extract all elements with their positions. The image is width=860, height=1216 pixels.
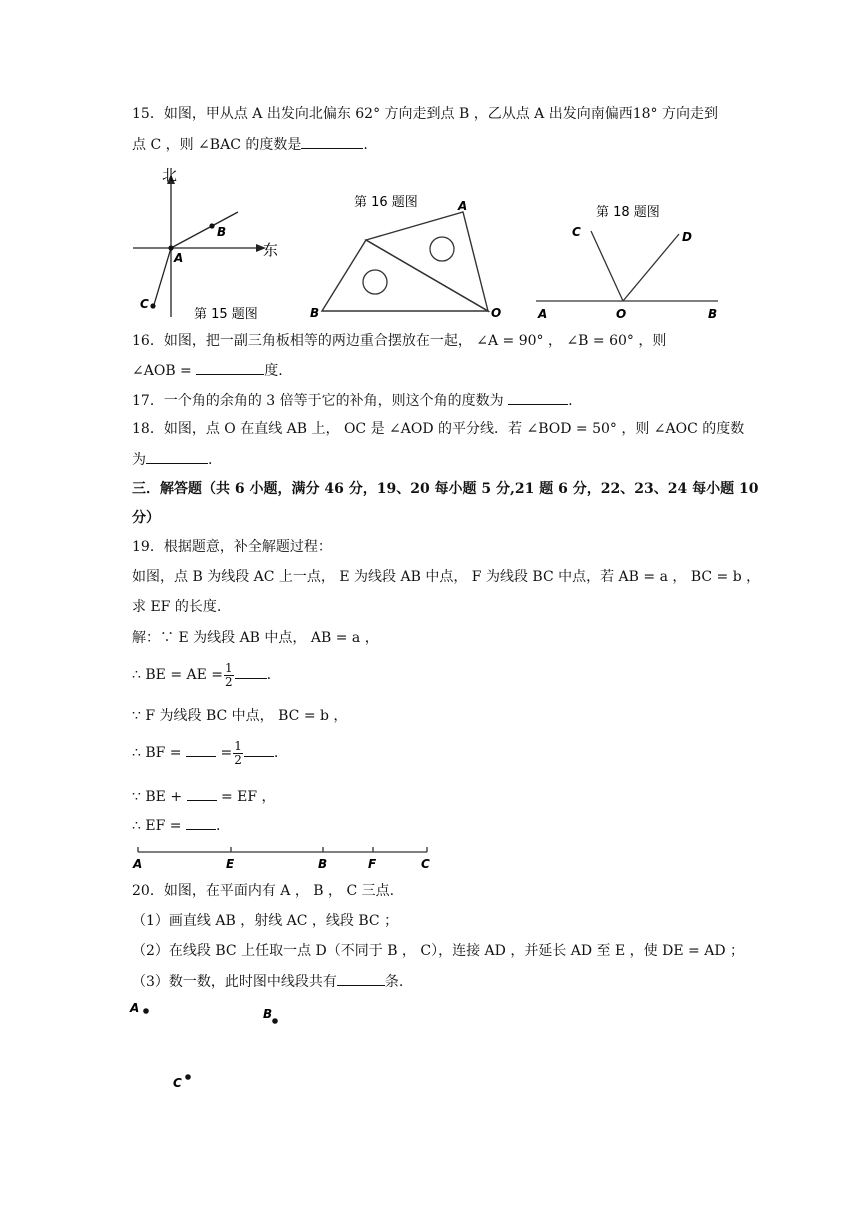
q19-step4-end: .	[273, 745, 279, 761]
fig15-label-a: A	[174, 251, 184, 265]
fig15-label-c: C	[140, 297, 149, 311]
q15-end: .	[363, 137, 368, 153]
q19-step4-equals: =	[220, 745, 233, 761]
section3-heading-line1: 三．解答题（共 6 小题，满分 46 分，19、20 每小题 5 分,21 题 6 分，22、23、24 每小题 10	[132, 481, 759, 497]
fraction-numerator: 1	[234, 738, 242, 753]
seg19-label-e: E	[226, 857, 235, 871]
fig15-east-label: 东	[263, 241, 279, 259]
q19-title: 19．根据题意，补全解题过程：	[132, 539, 332, 555]
q19-step6	[132, 815, 220, 836]
fig16-label-b: B	[310, 306, 320, 320]
q18-line2	[132, 449, 212, 470]
q16-line1: 16．如图，把一副三角板相等的两边重合摆放在一起， ∠A = 90° ， ∠B = 60° ，则	[132, 333, 667, 349]
q16-line2	[132, 360, 283, 381]
q16-line2a: ∠AOB =	[132, 363, 192, 379]
q17-answer-blank[interactable]	[508, 390, 568, 405]
q19-step6-text: ∴ EF =	[132, 818, 182, 834]
fig20-label-b: B	[263, 1007, 273, 1021]
fig18-label-o: O	[616, 307, 627, 321]
fig16-caption: 第 16 题图	[354, 195, 418, 210]
q19-step1: 解：∵ E 为线段 AB 中点， AB = a ，	[132, 630, 379, 646]
fig16-label-o: O	[491, 306, 502, 320]
figure-18	[530, 198, 730, 324]
q20-part3	[132, 971, 403, 992]
fig18-label-c: C	[572, 225, 581, 239]
q15-line2	[132, 134, 368, 155]
section3-heading-line2: 分）	[132, 510, 160, 526]
fig15-north-label: 北	[162, 166, 178, 184]
q19-step6-blank[interactable]	[186, 815, 216, 830]
q19-step5	[132, 786, 276, 807]
fig16-label-a: A	[458, 199, 468, 213]
q19-step4-blank2[interactable]	[244, 742, 274, 757]
q19-line1: 如图，点 B 为线段 AC 上一点， E 为线段 AB 中点， F 为线段 BC 中点，若 AB = a ， BC = b ，	[132, 569, 761, 585]
q19-step3: ∵ F 为线段 BC 中点， BC = b ，	[132, 708, 348, 724]
figure-19-segment	[130, 842, 440, 872]
q20-line1: 20．如图，在平面内有 A ， B ， C 三点.	[132, 883, 395, 899]
q20-answer-blank[interactable]	[337, 971, 385, 986]
q19-step4	[132, 738, 278, 768]
fig15-label-b: B	[217, 225, 227, 239]
fig18-label-d: D	[682, 230, 692, 244]
q19-step6-end: .	[215, 818, 221, 834]
q19-step2-blank[interactable]	[235, 664, 267, 679]
q19-step2-text: ∴ BE = AE =	[132, 667, 224, 683]
q18-line2-text: 为	[132, 452, 146, 468]
q18-end: .	[208, 452, 213, 468]
seg19-label-a: A	[133, 857, 143, 871]
q19-step2	[132, 660, 271, 690]
q20-part3-text: （3）数一数，此时图中线段共有	[132, 974, 337, 990]
q16-line2b: 度.	[264, 363, 283, 379]
fraction-numerator: 1	[225, 660, 233, 675]
q17-text: 17．一个角的余角的 3 倍等于它的补角，则这个角的度数为	[132, 393, 504, 409]
fig15-caption: 第 15 题图	[194, 307, 258, 322]
figure-16	[308, 188, 518, 324]
q19-step4-blank1[interactable]	[186, 742, 216, 757]
seg19-label-f: F	[368, 857, 377, 871]
q20-part1: （1）画直线 AB ，射线 AC ，线段 BC ；	[132, 913, 399, 929]
q19-step2-end: .	[266, 667, 272, 683]
q19-step2-fraction	[224, 662, 234, 689]
seg19-label-b: B	[318, 857, 328, 871]
q19-step4-text: ∴ BF =	[132, 745, 182, 761]
q15-answer-blank[interactable]	[301, 134, 363, 149]
q19-line2: 求 EF 的长度.	[132, 599, 222, 615]
fig18-label-a: A	[538, 307, 548, 321]
q15-line2-text: 点 C ，则 ∠BAC 的度数是	[132, 137, 302, 153]
q18-line1: 18．如图，点 O 在直线 AB 上， OC 是 ∠AOD 的平分线．若 ∠BOD = 50° ，则 ∠AOC 的度数	[132, 421, 745, 437]
figure-15	[128, 162, 288, 322]
q19-step5-text: ∵ BE +	[132, 789, 183, 805]
q17-line	[132, 390, 573, 411]
fig20-label-a: A	[130, 1001, 140, 1015]
seg19-label-c: C	[421, 857, 430, 871]
fig20-label-c: C	[173, 1076, 182, 1090]
fig18-caption: 第 18 题图	[596, 205, 660, 220]
q15-line1: 15．如图，甲从点 A 出发向北偏东 62° 方向走到点 B ，乙从点 A 出发向南偏西18° 方向走到	[132, 106, 719, 122]
fraction-denominator: 2	[234, 752, 242, 767]
q19-step4-fraction	[233, 740, 243, 767]
q19-step5-end: = EF ，	[220, 789, 276, 805]
q19-step5-blank[interactable]	[187, 786, 217, 801]
fig18-label-b: B	[708, 307, 718, 321]
fraction-denominator: 2	[225, 674, 233, 689]
q20-part3-end: 条.	[384, 974, 404, 990]
q20-part2: （2）在线段 BC 上任取一点 D（不同于 B ， C），连接 AD ，并延长 AD 至 E ，使 DE = AD ；	[132, 943, 744, 959]
q18-answer-blank[interactable]	[146, 449, 208, 464]
q17-end: .	[568, 393, 573, 409]
q16-answer-blank[interactable]	[196, 360, 264, 375]
figure-20-points	[126, 996, 296, 1092]
